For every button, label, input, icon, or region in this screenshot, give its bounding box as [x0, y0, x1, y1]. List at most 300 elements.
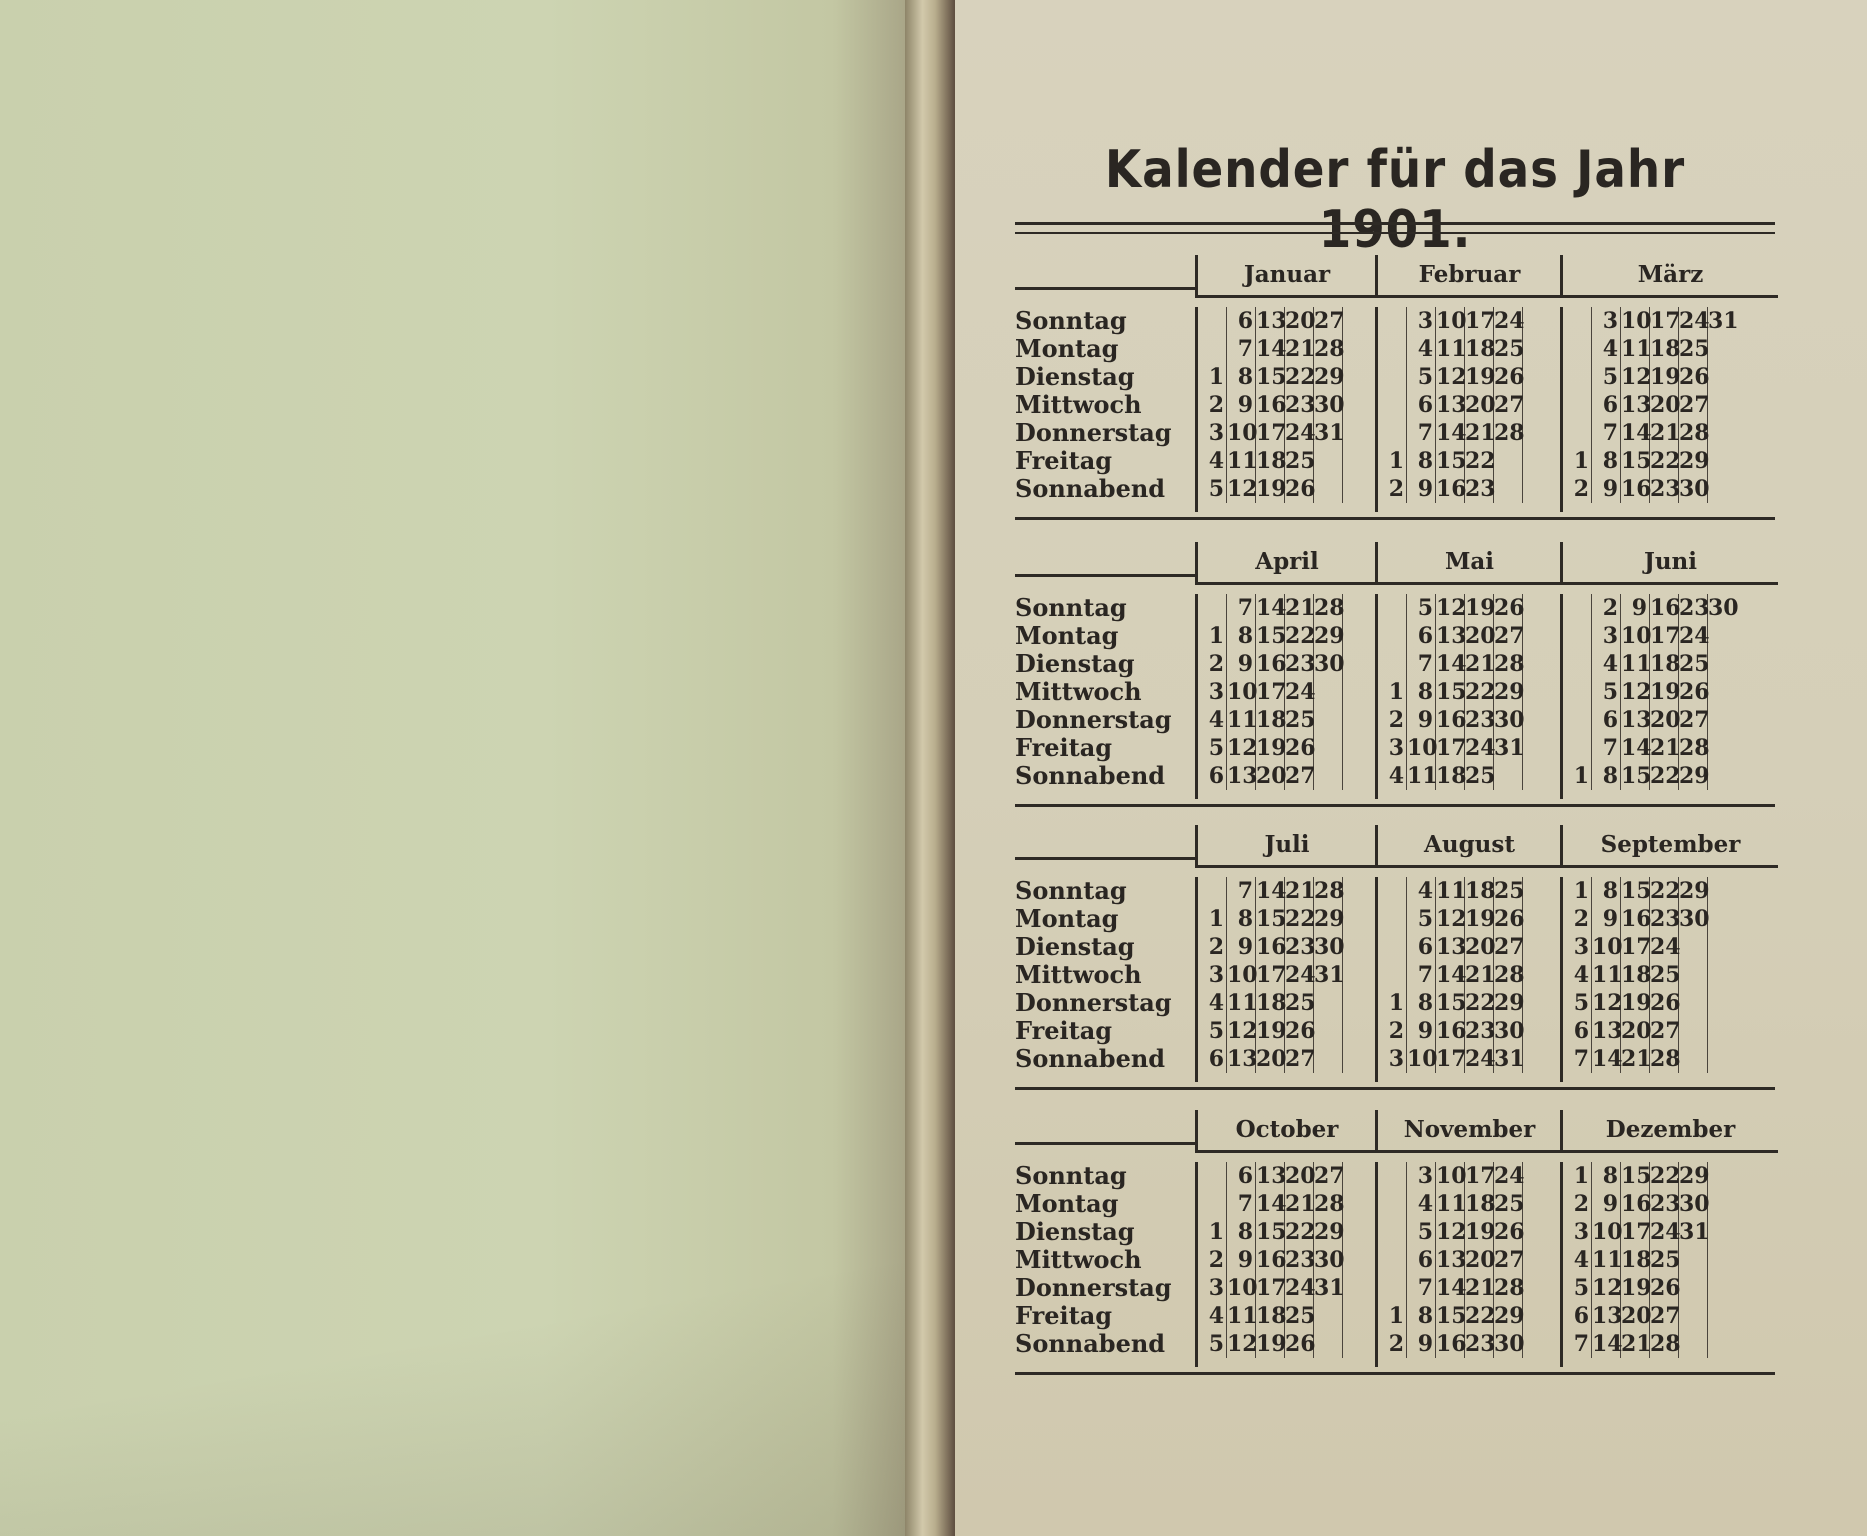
- day-cell: 16: [1436, 476, 1467, 502]
- quarter-block: [1015, 815, 1775, 1085]
- day-cell: [1378, 650, 1407, 678]
- day-cell: 30: [1494, 1018, 1525, 1044]
- day-cell: 23: [1465, 476, 1496, 502]
- week-row: [1378, 475, 1561, 503]
- day-cell: 21: [1285, 878, 1316, 904]
- day-cell: 26: [1285, 476, 1316, 502]
- day-cell: 18: [1256, 1303, 1287, 1329]
- day-cell: 1: [1198, 363, 1227, 391]
- day-cell: 9: [1407, 1330, 1436, 1358]
- day-cell: [1679, 1330, 1708, 1358]
- day-cell: 24: [1285, 962, 1316, 988]
- week-row: [1563, 706, 1778, 734]
- day-cell: 13: [1592, 1303, 1623, 1329]
- day-cell: 21: [1465, 1275, 1496, 1301]
- day-cell: 15: [1621, 878, 1652, 904]
- week-row: [1198, 678, 1376, 706]
- day-cell: 9: [1621, 594, 1650, 622]
- day-cell: [1708, 391, 1737, 419]
- day-cell: 13: [1621, 392, 1652, 418]
- day-cell: 30: [1708, 595, 1739, 621]
- day-cell: [1314, 678, 1343, 706]
- day-cell: 16: [1256, 392, 1287, 418]
- day-cell: 3: [1563, 933, 1592, 961]
- quarter-block: [1015, 1100, 1775, 1370]
- day-cell: 25: [1285, 1303, 1316, 1329]
- day-cell: 25: [1650, 962, 1681, 988]
- day-cell: 23: [1285, 651, 1316, 677]
- week-row: [1198, 1017, 1376, 1045]
- day-cell: [1314, 734, 1343, 762]
- day-cell: 27: [1494, 934, 1525, 960]
- month-name: October: [1195, 1110, 1376, 1153]
- month-header-row: [1015, 815, 1775, 871]
- quarter-bottom-rule: [1015, 804, 1775, 807]
- day-cell: [1679, 1274, 1708, 1302]
- day-cell: [1314, 1017, 1343, 1045]
- day-cell: 22: [1465, 679, 1496, 705]
- month-name: Januar: [1195, 255, 1376, 298]
- day-cell: 2: [1378, 475, 1407, 503]
- day-cell: 31: [1314, 962, 1345, 988]
- weekday-label: Mittwoch: [1015, 677, 1142, 706]
- day-cell: [1563, 622, 1592, 650]
- day-cell: 12: [1227, 735, 1258, 761]
- day-cell: 13: [1256, 308, 1287, 334]
- week-row: [1198, 1302, 1376, 1330]
- quarter-block: [1015, 532, 1775, 802]
- day-cell: 18: [1650, 336, 1681, 362]
- month-name: August: [1375, 825, 1561, 868]
- day-cell: 10: [1592, 1219, 1623, 1245]
- day-cell: 20: [1650, 392, 1681, 418]
- week-row: [1198, 335, 1376, 363]
- month-name: Dezember: [1560, 1110, 1778, 1153]
- day-cell: [1494, 447, 1523, 475]
- day-cell: 22: [1465, 990, 1496, 1016]
- day-cell: 24: [1465, 735, 1496, 761]
- day-cell: 5: [1198, 1330, 1227, 1358]
- day-cell: 3: [1592, 307, 1621, 335]
- day-cell: [1198, 1162, 1227, 1190]
- day-cell: 17: [1465, 1163, 1496, 1189]
- day-cell: 28: [1314, 595, 1345, 621]
- day-cell: 11: [1621, 336, 1652, 362]
- day-cell: 5: [1407, 594, 1436, 622]
- day-cell: [1679, 1246, 1708, 1274]
- month-name: Mai: [1375, 542, 1561, 585]
- week-row: [1563, 594, 1778, 622]
- day-cell: 13: [1436, 623, 1467, 649]
- day-cell: 17: [1436, 1046, 1467, 1072]
- day-cell: [1378, 363, 1407, 391]
- day-cell: 8: [1592, 447, 1621, 475]
- day-cell: [1708, 419, 1737, 447]
- day-cell: [1708, 622, 1737, 650]
- day-cell: [1679, 1017, 1708, 1045]
- day-cell: 29: [1314, 906, 1345, 932]
- week-row: [1198, 877, 1376, 905]
- week-row: [1563, 678, 1778, 706]
- day-cell: 27: [1494, 1247, 1525, 1273]
- day-cell: 20: [1465, 623, 1496, 649]
- day-cell: 1: [1563, 762, 1592, 790]
- week-row: [1198, 762, 1376, 790]
- day-cell: 20: [1465, 934, 1496, 960]
- day-cell: 16: [1436, 1018, 1467, 1044]
- day-cell: [1378, 307, 1407, 335]
- day-cell: 28: [1494, 1275, 1525, 1301]
- day-cell: 30: [1679, 906, 1710, 932]
- day-cell: 20: [1465, 1247, 1496, 1273]
- weekday-label: Donnerstag: [1015, 1273, 1172, 1302]
- day-cell: 7: [1592, 419, 1621, 447]
- day-cell: 4: [1563, 961, 1592, 989]
- week-row: [1378, 905, 1561, 933]
- day-cell: 7: [1227, 1190, 1256, 1218]
- day-cell: 25: [1285, 990, 1316, 1016]
- day-cell: 1: [1198, 622, 1227, 650]
- month-day-grid: [1375, 307, 1561, 512]
- week-row: [1378, 622, 1561, 650]
- weekday-label: Freitag: [1015, 1301, 1113, 1330]
- day-cell: 15: [1436, 990, 1467, 1016]
- day-cell: 17: [1465, 308, 1496, 334]
- day-cell: [1679, 933, 1708, 961]
- day-cell: 6: [1198, 762, 1227, 790]
- day-cell: 3: [1407, 1162, 1436, 1190]
- day-cell: 6: [1227, 307, 1256, 335]
- week-row: [1563, 622, 1778, 650]
- day-cell: [1198, 594, 1227, 622]
- day-cell: 28: [1314, 878, 1345, 904]
- day-cell: 23: [1679, 595, 1710, 621]
- day-cell: 30: [1494, 707, 1525, 733]
- day-cell: 24: [1650, 934, 1681, 960]
- week-row: [1198, 706, 1376, 734]
- day-cell: [1494, 762, 1523, 790]
- day-cell: 8: [1592, 1162, 1621, 1190]
- day-cell: 2: [1378, 1017, 1407, 1045]
- day-cell: 5: [1592, 678, 1621, 706]
- week-row: [1198, 961, 1376, 989]
- weekday-label: Mittwoch: [1015, 390, 1142, 419]
- day-cell: 26: [1285, 1331, 1316, 1357]
- day-cell: 27: [1494, 623, 1525, 649]
- day-cell: [1563, 419, 1592, 447]
- day-cell: 19: [1621, 990, 1652, 1016]
- day-cell: 27: [1650, 1303, 1681, 1329]
- day-cell: 23: [1465, 707, 1496, 733]
- day-cell: [1378, 877, 1407, 905]
- day-cell: 30: [1314, 1247, 1345, 1273]
- day-cell: 16: [1621, 476, 1652, 502]
- day-cell: 9: [1407, 1017, 1436, 1045]
- day-cell: 6: [1407, 1246, 1436, 1274]
- day-cell: 5: [1198, 734, 1227, 762]
- day-cell: 30: [1494, 1331, 1525, 1357]
- day-cell: 21: [1285, 1191, 1316, 1217]
- day-cell: 5: [1407, 1218, 1436, 1246]
- week-row: [1378, 1190, 1561, 1218]
- weekday-label: Donnerstag: [1015, 988, 1172, 1017]
- month-name: September: [1560, 825, 1778, 868]
- quarter-bottom-rule: [1015, 1372, 1775, 1375]
- day-cell: [1563, 678, 1592, 706]
- blank-left-page: [0, 0, 905, 1536]
- day-cell: 26: [1494, 906, 1525, 932]
- day-cell: 12: [1592, 1275, 1623, 1301]
- day-cell: 23: [1465, 1018, 1496, 1044]
- day-cell: 19: [1465, 364, 1496, 390]
- day-cell: 27: [1314, 308, 1345, 334]
- day-cell: [1708, 650, 1737, 678]
- week-row: [1378, 961, 1561, 989]
- day-cell: 7: [1563, 1045, 1592, 1073]
- day-cell: 6: [1563, 1017, 1592, 1045]
- day-cell: 20: [1256, 1046, 1287, 1072]
- day-cell: 28: [1494, 420, 1525, 446]
- day-cell: 18: [1256, 707, 1287, 733]
- month-header-row: [1015, 532, 1775, 588]
- day-cell: 22: [1285, 623, 1316, 649]
- day-cell: 1: [1198, 1218, 1227, 1246]
- day-cell: 10: [1227, 420, 1258, 446]
- title-double-rule: [1015, 222, 1775, 234]
- month-name: Juli: [1195, 825, 1376, 868]
- day-cell: 3: [1378, 1045, 1407, 1073]
- day-cell: 22: [1650, 1163, 1681, 1189]
- week-row: [1563, 1330, 1778, 1358]
- header-rule: [1015, 857, 1195, 860]
- day-cell: 11: [1621, 651, 1652, 677]
- day-cell: 9: [1227, 391, 1256, 419]
- day-cell: 27: [1285, 763, 1316, 789]
- day-cell: [1314, 1045, 1343, 1073]
- weekday-label: Montag: [1015, 334, 1119, 363]
- day-cell: 12: [1436, 364, 1467, 390]
- day-cell: 31: [1314, 420, 1345, 446]
- day-cell: 29: [1679, 763, 1710, 789]
- day-cell: [1314, 447, 1343, 475]
- week-row: [1198, 1218, 1376, 1246]
- day-cell: 18: [1436, 763, 1467, 789]
- week-row: [1378, 1017, 1561, 1045]
- week-row: [1198, 933, 1376, 961]
- day-cell: [1679, 1045, 1708, 1073]
- day-cell: 18: [1465, 336, 1496, 362]
- day-cell: 18: [1256, 448, 1287, 474]
- day-cell: 24: [1494, 308, 1525, 334]
- day-cell: 22: [1650, 763, 1681, 789]
- day-cell: 4: [1198, 706, 1227, 734]
- day-cell: 22: [1465, 1303, 1496, 1329]
- day-cell: 8: [1407, 678, 1436, 706]
- week-row: [1563, 877, 1778, 905]
- weekday-label: Mittwoch: [1015, 960, 1142, 989]
- day-cell: 1: [1378, 447, 1407, 475]
- day-cell: 14: [1436, 651, 1467, 677]
- day-cell: 22: [1650, 878, 1681, 904]
- day-cell: 10: [1407, 1046, 1438, 1072]
- week-row: [1563, 734, 1778, 762]
- day-cell: [1563, 594, 1592, 622]
- day-cell: 23: [1650, 1191, 1681, 1217]
- day-cell: 7: [1407, 419, 1436, 447]
- day-cell: [1198, 307, 1227, 335]
- quarter-bottom-rule: [1015, 517, 1775, 520]
- month-day-grid: [1560, 877, 1778, 1082]
- week-row: [1378, 650, 1561, 678]
- day-cell: 28: [1494, 962, 1525, 988]
- day-cell: 29: [1679, 878, 1710, 904]
- day-cell: [1708, 363, 1737, 391]
- day-cell: [1198, 335, 1227, 363]
- day-cell: 1: [1378, 989, 1407, 1017]
- day-cell: 18: [1621, 962, 1652, 988]
- week-row: [1378, 419, 1561, 447]
- day-cell: [1378, 1190, 1407, 1218]
- weekday-label: Sonnabend: [1015, 474, 1166, 503]
- day-cell: [1198, 877, 1227, 905]
- day-cell: 9: [1227, 1246, 1256, 1274]
- week-row: [1378, 933, 1561, 961]
- day-cell: 9: [1227, 650, 1256, 678]
- day-cell: 8: [1592, 762, 1621, 790]
- month-day-grid: [1560, 1162, 1778, 1367]
- day-cell: 27: [1679, 707, 1710, 733]
- week-row: [1198, 734, 1376, 762]
- day-cell: 30: [1314, 934, 1345, 960]
- day-cell: 14: [1436, 420, 1467, 446]
- day-cell: 25: [1494, 878, 1525, 904]
- day-cell: [1708, 706, 1737, 734]
- day-cell: 26: [1285, 1018, 1316, 1044]
- day-cell: 12: [1436, 1219, 1467, 1245]
- day-cell: 14: [1256, 878, 1287, 904]
- day-cell: 22: [1650, 448, 1681, 474]
- day-cell: 27: [1314, 1163, 1345, 1189]
- day-cell: 25: [1679, 651, 1710, 677]
- day-cell: 6: [1592, 706, 1621, 734]
- day-cell: 25: [1465, 763, 1496, 789]
- day-cell: 7: [1407, 961, 1436, 989]
- quarter-bottom-rule: [1015, 1087, 1775, 1090]
- day-cell: 26: [1679, 364, 1710, 390]
- day-cell: [1378, 1274, 1407, 1302]
- day-cell: 16: [1621, 1191, 1652, 1217]
- day-cell: 12: [1621, 679, 1652, 705]
- week-row: [1198, 363, 1376, 391]
- day-cell: 31: [1494, 1046, 1525, 1072]
- day-cell: 10: [1621, 623, 1652, 649]
- month-day-grid: [1195, 307, 1376, 512]
- day-cell: [1378, 905, 1407, 933]
- day-cell: 18: [1465, 878, 1496, 904]
- day-cell: [1563, 650, 1592, 678]
- weekday-labels: [1015, 1162, 1195, 1358]
- day-cell: [1378, 594, 1407, 622]
- day-cell: 29: [1314, 364, 1345, 390]
- day-cell: 11: [1436, 336, 1467, 362]
- week-row: [1198, 622, 1376, 650]
- week-row: [1563, 1045, 1778, 1073]
- day-cell: 23: [1285, 1247, 1316, 1273]
- day-cell: 5: [1198, 1017, 1227, 1045]
- day-cell: [1314, 475, 1343, 503]
- day-cell: 2: [1198, 650, 1227, 678]
- month-day-grid: [1560, 594, 1778, 799]
- day-cell: [1378, 335, 1407, 363]
- week-row: [1198, 307, 1376, 335]
- day-cell: 10: [1436, 308, 1467, 334]
- day-cell: 16: [1436, 1331, 1467, 1357]
- month-day-grid: [1375, 594, 1561, 799]
- week-row: [1563, 419, 1778, 447]
- month-day-grid: [1195, 877, 1376, 1082]
- weekday-label: Sonntag: [1015, 306, 1127, 335]
- day-cell: 28: [1650, 1046, 1681, 1072]
- week-row: [1563, 650, 1778, 678]
- day-cell: 23: [1650, 906, 1681, 932]
- day-cell: 3: [1198, 1274, 1227, 1302]
- day-cell: 12: [1227, 1331, 1258, 1357]
- week-row: [1198, 1246, 1376, 1274]
- weekday-label: Donnerstag: [1015, 705, 1172, 734]
- day-cell: 4: [1407, 877, 1436, 905]
- day-cell: 7: [1563, 1330, 1592, 1358]
- day-cell: 26: [1679, 679, 1710, 705]
- day-cell: [1378, 391, 1407, 419]
- day-cell: [1494, 475, 1523, 503]
- day-cell: 16: [1256, 1247, 1287, 1273]
- day-cell: 28: [1314, 336, 1345, 362]
- week-row: [1563, 335, 1778, 363]
- weekday-label: Sonntag: [1015, 1161, 1127, 1190]
- day-cell: 15: [1256, 1219, 1287, 1245]
- day-cell: 14: [1256, 336, 1287, 362]
- day-cell: [1563, 335, 1592, 363]
- day-cell: 14: [1436, 1275, 1467, 1301]
- day-cell: [1679, 989, 1708, 1017]
- day-cell: 25: [1285, 707, 1316, 733]
- day-cell: 9: [1592, 1190, 1621, 1218]
- day-cell: [1314, 762, 1343, 790]
- day-cell: 18: [1650, 651, 1681, 677]
- day-cell: 10: [1407, 735, 1438, 761]
- day-cell: [1563, 391, 1592, 419]
- day-cell: 1: [1563, 1162, 1592, 1190]
- day-cell: 19: [1256, 735, 1287, 761]
- weekday-label: Freitag: [1015, 733, 1113, 762]
- week-row: [1198, 419, 1376, 447]
- day-cell: 2: [1563, 905, 1592, 933]
- day-cell: 24: [1285, 1275, 1316, 1301]
- day-cell: 2: [1378, 706, 1407, 734]
- day-cell: 4: [1198, 1302, 1227, 1330]
- weekday-label: Sonnabend: [1015, 1329, 1166, 1358]
- day-cell: 25: [1494, 336, 1525, 362]
- day-cell: 28: [1650, 1331, 1681, 1357]
- day-cell: 23: [1650, 476, 1681, 502]
- week-row: [1378, 1274, 1561, 1302]
- month-day-grid: [1560, 307, 1778, 512]
- day-cell: 6: [1592, 391, 1621, 419]
- day-cell: 3: [1592, 622, 1621, 650]
- day-cell: 11: [1436, 878, 1467, 904]
- month-day-grid: [1375, 877, 1561, 1082]
- day-cell: 7: [1407, 1274, 1436, 1302]
